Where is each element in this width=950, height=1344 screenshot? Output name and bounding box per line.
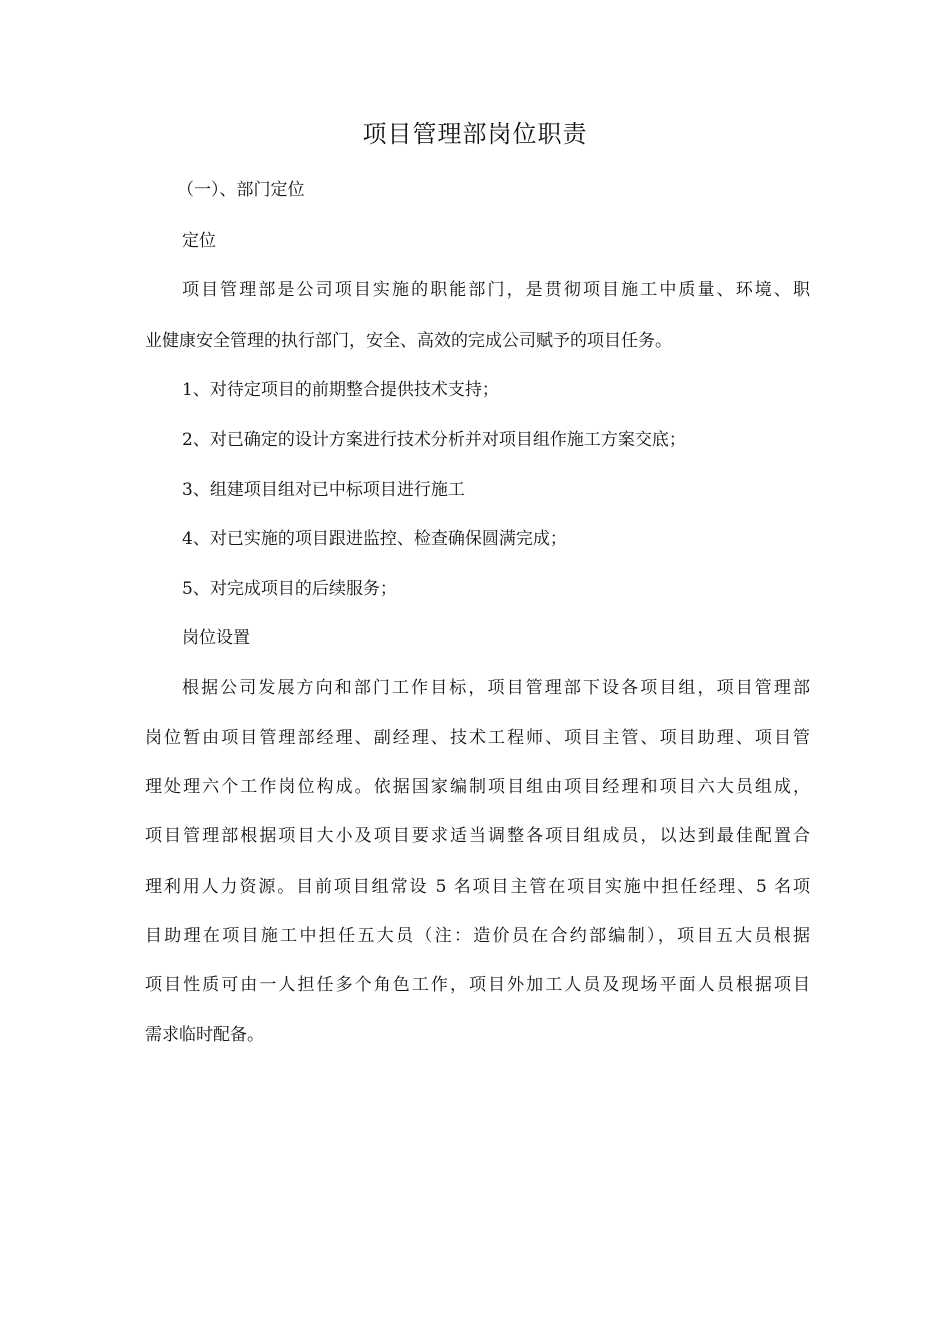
duty-item: 5、对完成项目的后续服务； [182,579,397,599]
posts-paragraph-line: 项目性质可由一人担任多个角色工作，项目外加工人员及现场平面人员根据项目 [145,975,810,995]
posts-paragraph-line: 根据公司发展方向和部门工作目标，项目管理部下设各项目组，项目管理部 [182,678,810,698]
duty-item: 4、对已实施的项目跟进监控、检查确保圆满完成； [182,529,567,549]
posts-paragraph-line: 项目管理部根据项目大小及项目要求适当调整各项目组成员，以达到最佳配置合 [145,826,810,846]
document-title: 项目管理部岗位职责 [362,120,588,148]
subheading-posts: 岗位设置 [182,628,250,648]
section-heading: （一）、部门定位 [177,180,305,200]
duty-item: 2、对已确定的设计方案进行技术分析并对项目组作施工方案交底； [182,430,686,450]
subheading-position: 定位 [182,231,216,251]
posts-paragraph-line: 需求临时配备。 [145,1025,264,1045]
posts-paragraph-line: 理处理六个工作岗位构成。依据国家编制项目组由项目经理和项目六大员组成， [145,777,810,797]
posts-paragraph-line: 理利用人力资源。目前项目组常设 5 名项目主管在项目实施中担任经理、5 名项 [145,877,810,897]
posts-paragraph-line: 目助理在项目施工中担任五大员（注：造价员在合约部编制），项目五大员根据 [145,926,810,946]
posts-paragraph-line: 岗位暂由项目管理部经理、副经理、技术工程师、项目主管、项目助理、项目管 [145,728,810,748]
duty-item: 1、对待定项目的前期整合提供技术支持； [182,380,499,400]
positioning-paragraph-line: 项目管理部是公司项目实施的职能部门，是贯彻项目施工中质量、环境、职 [182,280,810,300]
duty-item: 3、组建项目组对已中标项目进行施工 [182,480,465,500]
positioning-paragraph-line: 业健康安全管理的执行部门，安全、高效的完成公司赋予的项目任务。 [145,331,672,351]
